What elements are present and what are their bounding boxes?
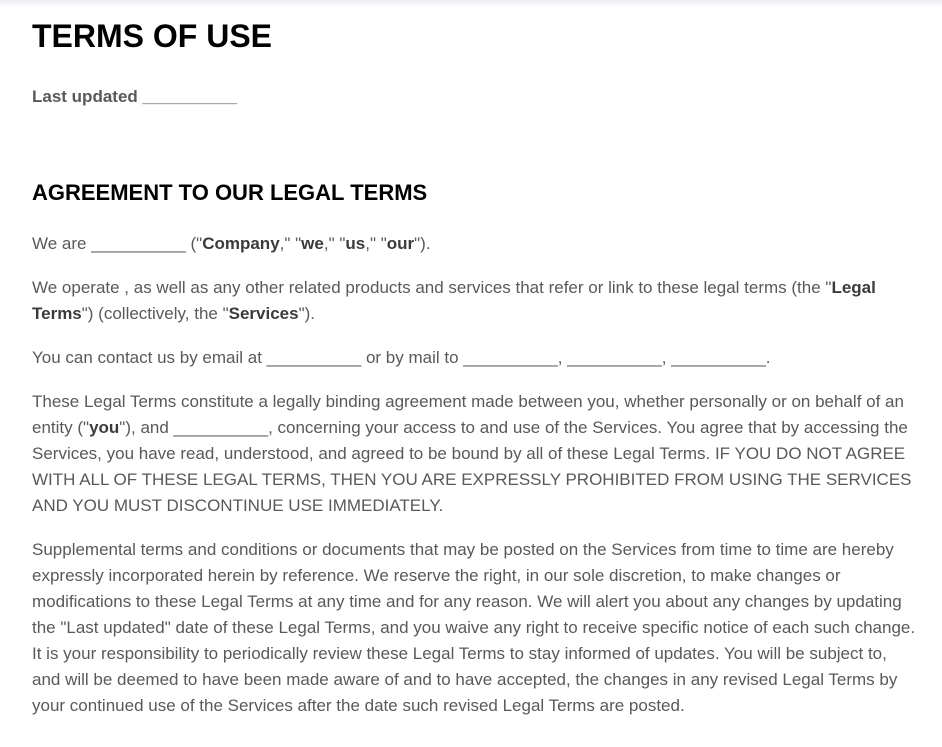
document-body bbox=[32, 231, 917, 737]
page-title: TERMS OF USE bbox=[32, 18, 273, 54]
last-updated: Last updated __________ bbox=[32, 87, 238, 106]
paragraph-agreement: These Legal Terms constitute a legally binding agreement made between you, whether personally or on behalf of an entity ("you"), and __________, concerning your access to and use of the Services. You agree that by accessing the Services, you have read, understood, and agreed to be bound by all of these Legal Terms. IF YOU DO NOT AGREE WITH ALL OF THESE LEGAL TERMS, THEN YOU ARE EXPRESSLY PROHIBITED FROM USING THE SERVICES AND YOU MUST DISCONTINUE USE IMMEDIATELY. bbox=[32, 392, 912, 515]
top-shadow bbox=[0, 0, 942, 8]
paragraph-contact: You can contact us by email at __________ or by mail to __________, __________, __________. bbox=[32, 348, 771, 367]
section-heading: AGREEMENT TO OUR LEGAL TERMS bbox=[32, 180, 428, 205]
paragraph-intro: We are __________ ("Company," "we," "us," "our"). bbox=[32, 234, 431, 253]
paragraph-supplemental: Supplemental terms and conditions or documents that may be posted on the Services from time to time are hereby expressly incorporated herein by reference. We reserve the right, in our sole discretion, to make changes or modifications to these Legal Terms at any time and for any reason. We will alert you about any changes by updating the "Last updated" date of these Legal Terms, and you waive any right to receive specific notice of each such change. It is your responsibility to periodically review these Legal Terms to stay informed of updates. You will be subject to, and will be deemed to have been made aware of and to have accepted, the changes in any revised Legal Terms by your continued use of the Services after the date such revised Legal Terms are posted. bbox=[32, 540, 916, 715]
paragraph-operate: We operate , as well as any other related products and services that refer or link to these legal terms (the "Legal Terms") (collectively, the "Services"). bbox=[32, 278, 876, 323]
